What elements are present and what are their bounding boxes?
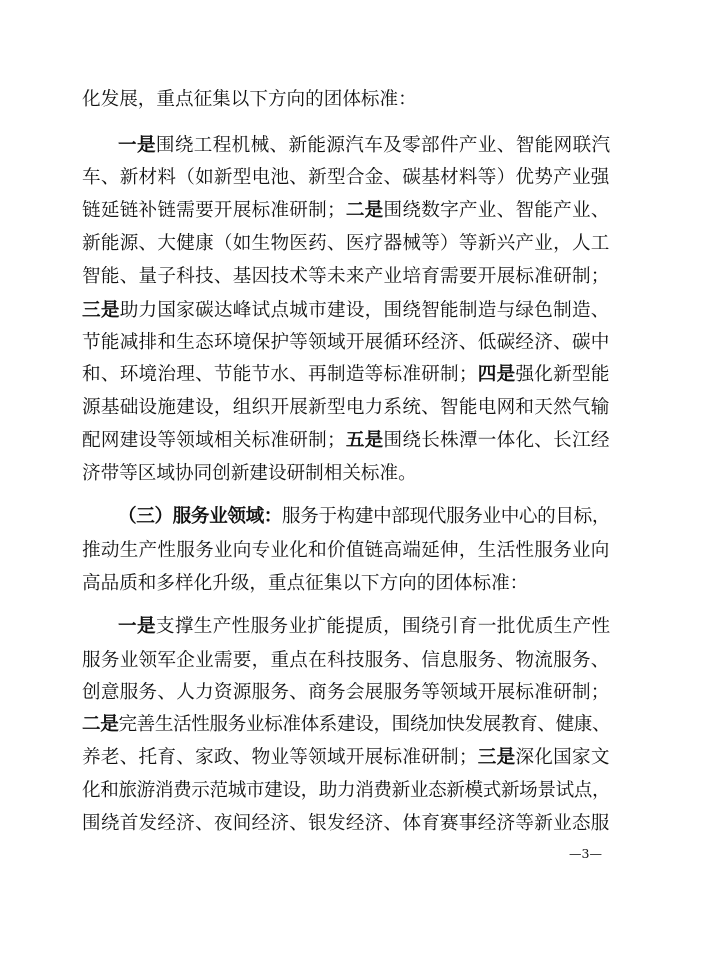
text-line — [82, 295, 610, 327]
text-run: 新能源、大健康（如生物医药、医疗器械等）等新兴产业，人工 — [82, 233, 610, 254]
text-line — [82, 742, 610, 774]
text-run: 围绕首发经济、夜间经济、银发经济、体育赛事经济等新业态服 — [82, 813, 610, 834]
text-line — [118, 130, 610, 162]
text-run: 围绕长株潭一体化、长江经 — [383, 430, 610, 451]
bold-label: 一是 — [118, 135, 156, 156]
text-run: 服务于构建中部现代服务业中心的目标， — [282, 506, 611, 527]
text-run: 济带等区域协同创新建设研制相关标准。 — [82, 463, 417, 484]
text-line — [82, 195, 610, 227]
text-line — [82, 709, 610, 741]
text-line — [82, 228, 610, 260]
text-run: 完善生活性服务业标准体系建设，围绕加快发展教育、健康、 — [118, 714, 611, 735]
text-line — [82, 162, 610, 194]
text-run: 节能减排和生态环境保护等领域开展循环经济、低碳经济、碳中 — [82, 332, 610, 353]
text-run: 强化新型能 — [515, 364, 610, 385]
text-line — [82, 677, 610, 709]
text-run: 高品质和多样化升级，重点征集以下方向的团体标准： — [82, 573, 529, 594]
text-run: 围绕数字产业、智能产业、 — [383, 200, 610, 221]
bold-label: 一是 — [118, 616, 156, 637]
text-run: 链延链补链需要开展标准研制； — [82, 200, 346, 221]
text-line — [82, 84, 417, 116]
text-run: 和、环境治理、节能节水、再制造等标准研制； — [82, 364, 478, 385]
text-line — [82, 327, 610, 359]
text-line — [118, 501, 610, 533]
text-line — [82, 535, 610, 567]
bold-label: 三是 — [82, 300, 120, 321]
text-run: 深化国家文 — [515, 747, 610, 768]
bold-label: 二是 — [82, 714, 119, 735]
text-run: 推动生产性服务业向专业化和价值链高端延伸，生活性服务业向 — [82, 540, 610, 561]
text-run: 支撑生产性服务业扩能提质，围绕引育一批优质生产性 — [155, 616, 611, 637]
bold-label: 三是 — [477, 747, 516, 768]
text-run: 配网建设等领域相关标准研制； — [82, 430, 346, 451]
text-line — [118, 611, 610, 643]
text-run: 源基础设施建设，组织开展新型电力系统、智能电网和天然气输 — [82, 397, 610, 418]
text-run: 助力国家碳达峰试点城市建设，围绕智能制造与绿色制造、 — [119, 300, 610, 321]
bold-label: 二是 — [345, 200, 384, 221]
text-line — [82, 261, 610, 293]
text-run: 养老、托育、家政、物业等领域开展标准研制； — [82, 747, 478, 768]
text-line — [82, 425, 610, 457]
text-line — [82, 775, 610, 807]
text-line — [82, 568, 528, 600]
text-line — [82, 392, 610, 424]
bold-label: 四是 — [477, 364, 516, 385]
text-run: 车、新材料（如新型电池、新型合金、碳基材料等）优势产业强 — [82, 167, 610, 188]
bold-label: 五是 — [345, 430, 384, 451]
text-run: 围绕工程机械、新能源汽车及零部件产业、智能网联汽 — [155, 135, 611, 156]
text-run: 创意服务、人力资源服务、商务会展服务等领域开展标准研制； — [82, 682, 610, 703]
text-run: 化发展，重点征集以下方向的团体标准： — [82, 89, 417, 110]
text-line — [82, 808, 610, 840]
bold-label: （三）服务业领域： — [118, 506, 283, 527]
text-line — [82, 458, 417, 490]
text-run: 智能、量子科技、基因技术等未来产业培育需要开展标准研制； — [82, 266, 610, 287]
text-line — [82, 359, 610, 391]
page-number: —3— — [569, 846, 602, 861]
text-line — [82, 645, 610, 677]
text-run: 化和旅游消费示范城市建设，助力消费新业态新模式新场景试点， — [82, 780, 611, 801]
text-run: 服务业领军企业需要，重点在科技服务、信息服务、物流服务、 — [82, 650, 610, 671]
